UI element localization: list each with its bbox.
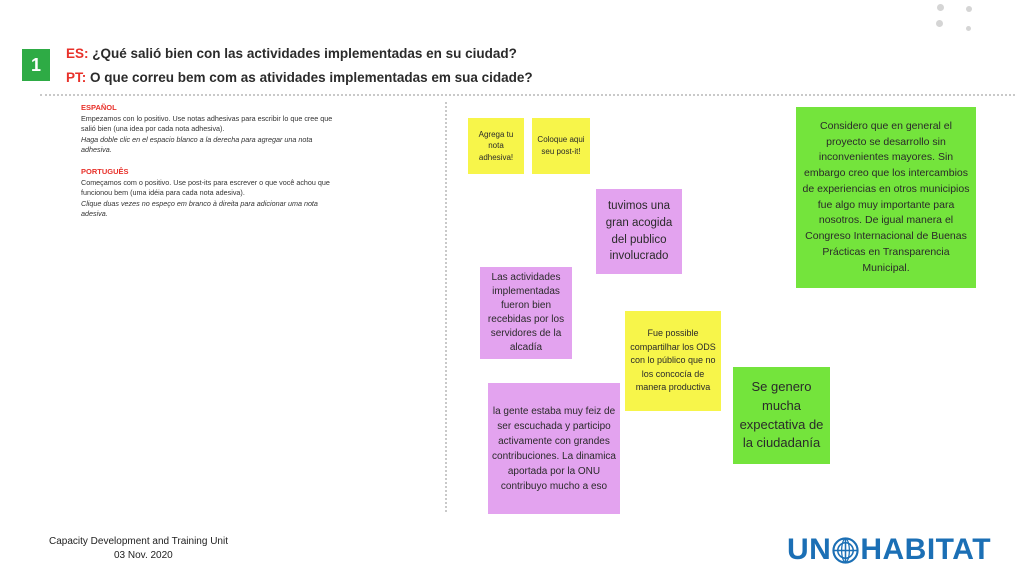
- un-habitat-logo: [787, 533, 991, 567]
- sticky-note-acogida[interactable]: tuvimos una gran acogida del publico involucrado: [596, 189, 682, 274]
- logo-un-text: UN: [787, 533, 832, 566]
- decorative-dot: [966, 26, 971, 31]
- question-es-prefix: ES:: [66, 46, 89, 61]
- instructions-pt-italic: Clique duas vezes no espeço em branco à direita para adicionar uma nota adesiva.: [81, 198, 318, 218]
- instructions-es: [81, 103, 341, 156]
- instructions-es-heading: ESPAÑOL: [81, 103, 117, 112]
- instructions-pt: [81, 167, 341, 220]
- instructions-es-italic: Haga doble clic en el espacio blanco a la derecha para agregar una nota adhesiva.: [81, 134, 313, 154]
- decorative-dot: [937, 4, 944, 11]
- sticky-note-ods[interactable]: Fue possible compartilhar los ODS con lo público que no los concocía de manera productiva: [625, 311, 721, 411]
- sticky-note-actividades[interactable]: Las actividades implementadas fueron bien recebidas por los servidores de la alcadía: [480, 267, 572, 359]
- question-es-text: ¿Qué salió bien con las actividades implementadas en su ciudad?: [92, 46, 517, 61]
- question-es: [66, 46, 517, 61]
- globe-icon: [832, 537, 859, 564]
- instructions-pt-body: Começamos com o positivo. Use post-its para escrever o que você achou que funcionou bem (uma idéia para cada nota adesiva).: [81, 177, 330, 197]
- instructions-pt-heading: PORTUGUÊS: [81, 167, 129, 176]
- sticky-note-considero[interactable]: Considero que en general el proyecto se desarrollo sin inconvenientes mayores. Sin embargo creo que los intercambios de experiencias en otros municipios fue algo muy importante para nosotros. De igual manera el Congreso Internacional de Buenas Prácticas en Transparencia Municipal.: [796, 107, 976, 288]
- question-pt: [66, 70, 533, 85]
- sticky-note-gente[interactable]: la gente estaba muy feiz de ser escuchada y participo activamente con grandes contribuciones. La dinamica aportada por la ONU contribuyo mucho a eso: [488, 383, 620, 514]
- footer-date: 03 Nov. 2020: [114, 550, 173, 561]
- logo-habitat-text: HABITAT: [860, 533, 992, 566]
- question-pt-prefix: PT:: [66, 70, 87, 85]
- sticky-note-expectativa[interactable]: Se genero mucha expectativa de la ciudadanía: [733, 367, 830, 464]
- slide-number-badge: 1: [22, 49, 50, 81]
- decorative-dot: [966, 6, 972, 12]
- sticky-note-add-es[interactable]: Agrega tu nota adhesiva!: [468, 118, 524, 174]
- footer-unit: Capacity Development and Training Unit: [49, 536, 228, 547]
- horizontal-divider: [40, 94, 1015, 96]
- vertical-divider: [445, 102, 447, 512]
- sticky-note-add-pt[interactable]: Coloque aqui seu post-it!: [532, 118, 590, 174]
- question-pt-text: O que correu bem com as atividades implementadas em sua cidade?: [90, 70, 533, 85]
- decorative-dot: [936, 20, 943, 27]
- instructions-es-body: Empezamos con lo positivo. Use notas adhesivas para escribir lo que cree que salió bien (una idea por cada nota adhesiva).: [81, 113, 333, 133]
